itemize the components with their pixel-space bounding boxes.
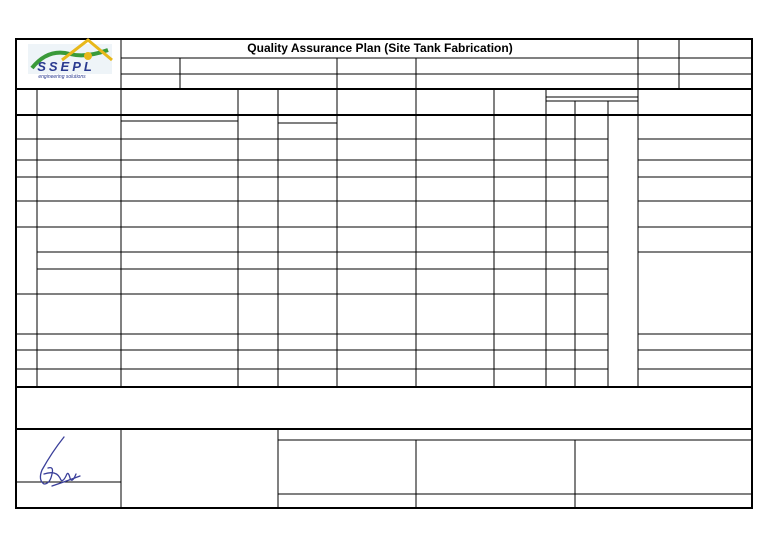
approval-footer xyxy=(16,429,752,508)
form-title: Quality Assurance Plan (Site Tank Fabrication) xyxy=(247,41,513,55)
logo-wordmark: SSEPL xyxy=(37,59,95,74)
logo-tagline: engineering solutions xyxy=(38,74,86,80)
form-border xyxy=(16,39,752,508)
column-header-band xyxy=(16,97,752,115)
header-block xyxy=(16,39,752,89)
company-logo xyxy=(28,40,112,80)
signature-mark xyxy=(40,437,80,486)
table-row-rules xyxy=(16,121,752,387)
column-rules xyxy=(37,89,638,387)
